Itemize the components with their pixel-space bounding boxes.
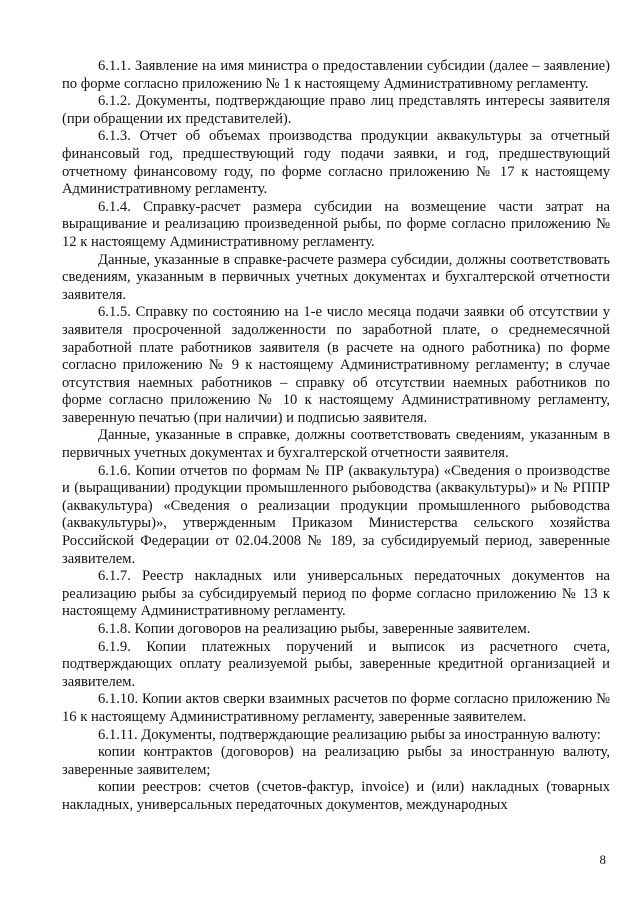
paragraph-6-1-9: 6.1.9. Копии платежных поручений и выписок из расчетного счета, подтверждающих оплату реализуемой рыбы, заверенные кредитной организацией и заявителем. <box>62 638 610 690</box>
page-number: 8 <box>599 852 606 867</box>
paragraph-6-1-3: 6.1.3. Отчет об объемах производства продукции аквакультуры за отчетный финансовый год, предшествующий году подачи заявки, и год, предшествующий отчетному финансовому году, по форме согласно приложению № 17 к настоящему Административному регламенту. <box>62 128 610 198</box>
paragraph-registers: копии реестров: счетов (счетов-фактур, invoice) и (или) накладных (товарных накладных, универсальных передаточных документов, международных <box>62 779 610 813</box>
paragraph-6-1-10: 6.1.10. Копии актов сверки взаимных расчетов по форме согласно приложению № 16 к настоящему Административному регламенту, заверенные заявителем. <box>62 691 610 725</box>
document-body <box>62 58 610 815</box>
paragraph-contracts: копии контрактов (договоров) на реализацию рыбы за иностранную валюту, заверенные заявителем; <box>62 744 610 778</box>
paragraph-6-1-7: 6.1.7. Реестр накладных или универсальных передаточных документов на реализацию рыбы за субсидируемый период по форме согласно приложению № 13 к настоящему Административному регламенту. <box>62 568 610 620</box>
paragraph-6-1-6: 6.1.6. Копии отчетов по формам № ПР (аквакультура) «Сведения о производстве и (выращивании) продукции промышленного рыбоводства (аквакультуры)» и № РППР (аквакультура) «Сведения о реализации продукции промышленного рыбоводства (аквакультуры)», утвержденным Приказом Министерства сельского хозяйства Российской Федерации от 02.04.2008 № 189, за субсидируемый период, заверенные заявителем. <box>62 462 610 567</box>
paragraph-6-1-2: 6.1.2. Документы, подтверждающие право лиц представлять интересы заявителя (при обращении их представителей). <box>62 93 610 127</box>
paragraph-6-1-11: 6.1.11. Документы, подтверждающие реализацию рыбы за иностранную валюту: <box>98 726 601 743</box>
paragraph-6-1-1: 6.1.1. Заявление на имя министра о предоставлении субсидии (далее – заявление) по форме согласно приложению № 1 к настоящему Административному регламенту. <box>62 58 610 92</box>
paragraph-6-1-5: 6.1.5. Справку по состоянию на 1-е число месяца подачи заявки об отсутствии у заявителя просроченной задолженности по заработной плате, о среднемесячной заработной плате работников заявителя (в расчете на одного работника) по форме согласно приложению № 9 к настоящему Административному регламенту; в случае отсутствия наемных работников – справку об отсутствии наемных работников по форме согласно приложению № 10 к настоящему Административному регламенту, заверенную печатью (при наличии) и подписью заявителя. <box>62 304 610 426</box>
paragraph-6-1-8: 6.1.8. Копии договоров на реализацию рыбы, заверенные заявителем. <box>98 621 531 637</box>
paragraph-6-1-5-note: Данные, указанные в справке, должны соответствовать сведениям, указанным в первичных учетных документах и бухгалтерской отчетности заявителя. <box>62 427 610 462</box>
paragraph-6-1-4-note: Данные, указанные в справке-расчете размера субсидии, должны соответствовать сведениям, указанным в первичных учетных документах и бухгалтерской отчетности заявителя. <box>62 251 610 303</box>
paragraph-6-1-4: 6.1.4. Справку-расчет размера субсидии на возмещение части затрат на выращивание и реализацию произведенной рыбы, по форме согласно приложению № 12 к настоящему Административному регламенту. <box>62 198 610 250</box>
